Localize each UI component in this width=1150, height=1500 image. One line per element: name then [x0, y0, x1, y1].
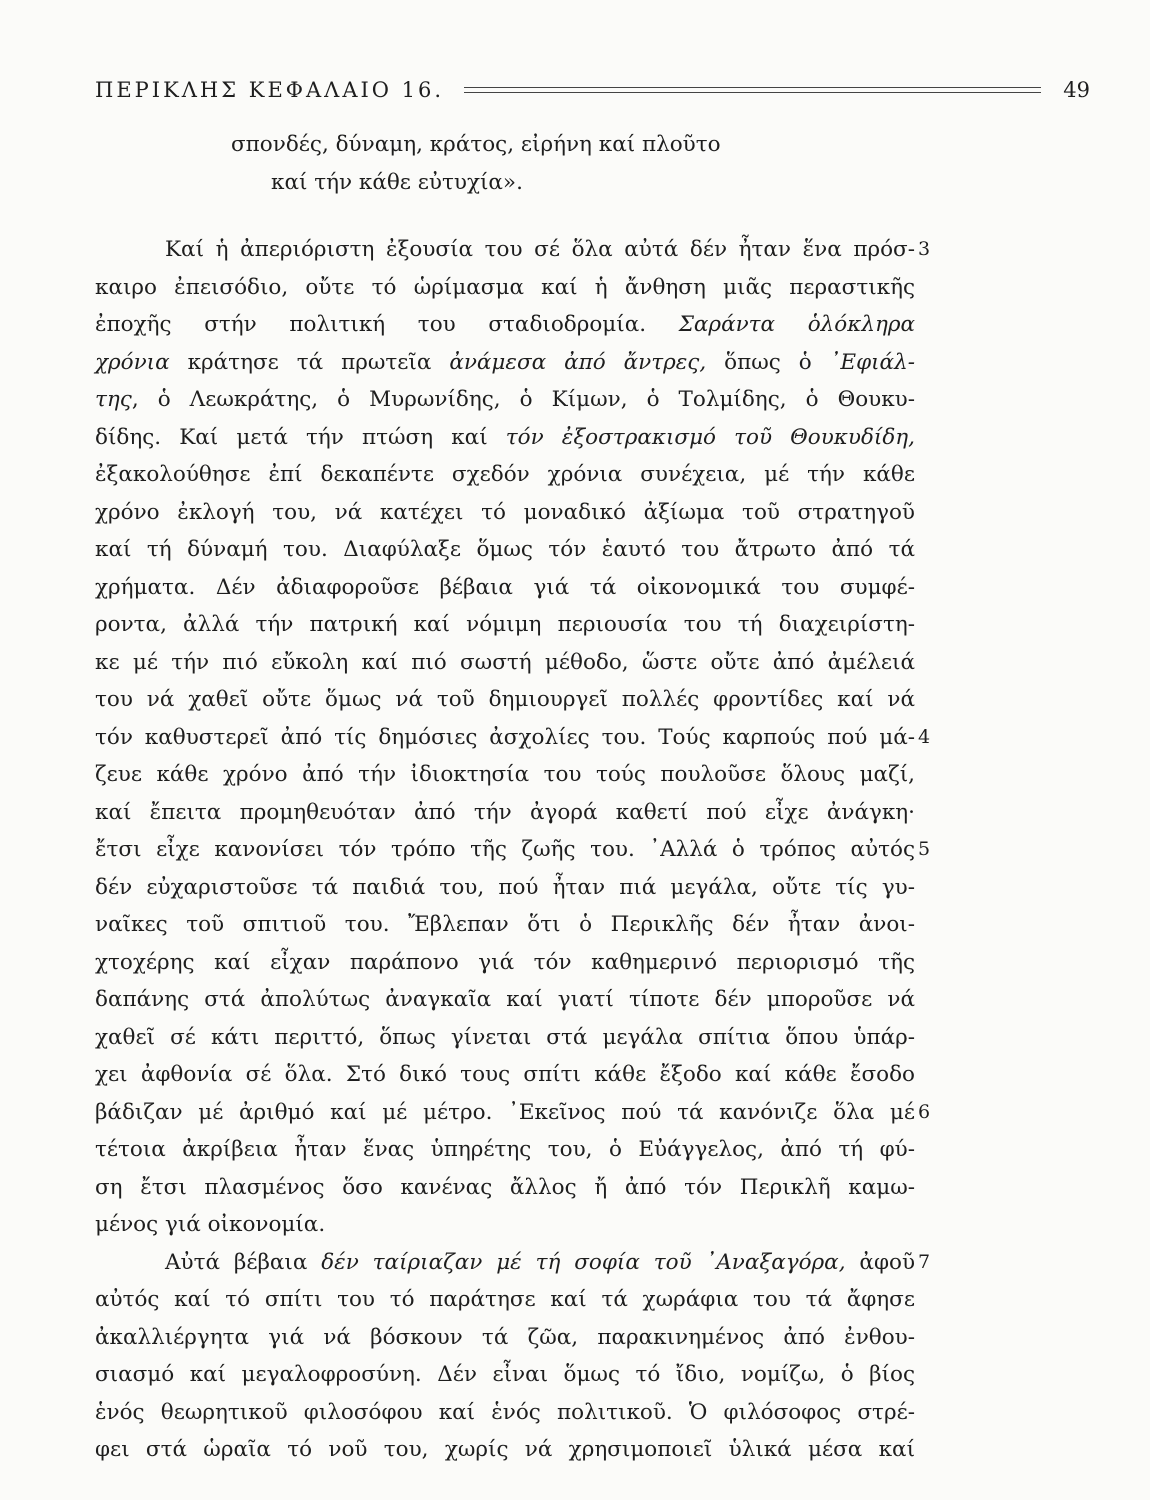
text-run: χρήματα. Δέν ἀδιαφοροῦσε βέβαια γιά τά οἰκονομικά του συμφέ-	[95, 574, 915, 600]
text-run: ἀφοῦ	[845, 1249, 916, 1275]
text-line	[95, 719, 931, 757]
text-line	[95, 981, 915, 1019]
header-rule	[464, 87, 1041, 93]
text-line	[95, 1094, 931, 1132]
text-line	[95, 1131, 915, 1169]
text-run: καί ἔπειτα προμηθευόταν ἀπό τήν ἀγορά καθετί πού εἶχε ἀνάγκη·	[95, 799, 915, 825]
text-line	[95, 644, 915, 682]
text-run: σιασμό καί μεγαλοφροσύνη. Δέν εἶναι ὅμως τό ἴδιο, νομίζω, ὁ βίος	[95, 1362, 915, 1387]
text-run: αὐτός καί τό σπίτι του τό παράτησε καί τά χωράφια του τά ἄφησε	[95, 1287, 915, 1312]
italic-text: Σαράντα ὁλόκληρα	[678, 312, 915, 337]
text-line	[95, 869, 915, 907]
italic-text: ᾿Εφιάλ-	[829, 349, 915, 375]
text-run: τόν καθυστερεῖ ἀπό τίς δημόσιες ἀσχολίες του. Τούς καρπούς πού μά-	[95, 724, 915, 750]
text-run: καιρο ἐπεισόδιο, οὔτε τό ὡρίμασμα καί ἡ ἄνθηση μιᾶς περαστικῆς	[95, 274, 915, 300]
text-run: ἀκαλλιέργητα γιά νά βόσκουν τά ζῶα, παρακινημένος ἀπό ἐνθου-	[95, 1324, 915, 1350]
text-line	[95, 831, 931, 869]
italic-text: ἀνάμεσα ἀπό ἄντρες,	[449, 349, 707, 375]
page-header	[95, 72, 1090, 108]
text-run: χαθεῖ σέ κάτι περιττό, ὅπως γίνεται στά μεγάλα σπίτια ὅπου ὑπάρ-	[95, 1024, 915, 1050]
margin-section-number: 7	[918, 1250, 931, 1273]
text-line	[95, 494, 915, 532]
italic-text: της	[95, 387, 132, 412]
text-run: ζευε κάθε χρόνο ἀπό τήν ἰδιοκτησία του τούς πουλοῦσε ὅλους μαζί,	[95, 762, 915, 787]
text-line	[95, 681, 915, 719]
margin-section-number: 5	[918, 838, 931, 860]
text-line	[95, 1281, 915, 1319]
italic-text: δέν ταίριαζαν μέ τή σοφία τοῦ ᾿Αναξαγόρα,	[321, 1249, 846, 1275]
page-number: 49	[1063, 78, 1090, 102]
text-run: βάδιζαν μέ ἀριθμό καί μέ μέτρο. ᾿Εκεῖνος πού τά κανόνιζε ὅλα μέ	[95, 1099, 915, 1125]
text-run: ἐποχῆς στήν πολιτική του σταδιοδρομία.	[95, 312, 679, 337]
text-run: δαπάνης στά ἀπολύτως ἀναγκαῖα καί γιατί τίποτε δέν μποροῦσε νά	[95, 987, 915, 1012]
text-line	[95, 231, 931, 269]
text-run: δίδης. Καί μετά τήν πτώση καί	[95, 424, 506, 450]
text-line	[95, 1319, 915, 1357]
text-line	[95, 1169, 915, 1207]
text-line	[95, 1206, 915, 1244]
text-line	[95, 381, 915, 419]
text-run: ναῖκες τοῦ σπιτιοῦ του. Ἔβλεπαν ὅτι ὁ Περικλῆς δέν ἦταν ἀνοι-	[95, 912, 915, 937]
margin-section-number: 4	[918, 725, 931, 748]
text-run: κράτησε τά πρωτεῖα	[169, 349, 450, 375]
text-run: τέτοια ἀκρίβεια ἦταν ἕνας ὑπηρέτης του, ὁ Εὐάγγελος, ἀπό τή φύ-	[95, 1137, 915, 1162]
text-run: χτοχέρης καί εἶχαν παράπονο γιά τόν καθημερινό περιορισμό τῆς	[95, 949, 915, 975]
text-line	[95, 306, 915, 344]
text-run: κε μέ τήν πιό εὔκολη καί πιό σωστή μέθοδο, ὥστε οὔτε ἀπό ἀμέλειά	[95, 649, 915, 675]
text-line	[95, 456, 915, 494]
margin-section-number: 3	[918, 238, 931, 260]
text-line	[95, 756, 915, 794]
text-line	[95, 1431, 915, 1469]
text-run: , ὁ Λεωκράτης, ὁ Μυρωνίδης, ὁ Κίμων, ὁ Τολμίδης, ὁ Θουκυ-	[131, 387, 915, 412]
text-line	[95, 606, 915, 644]
text-run: χρόνο ἐκλογή του, νά κατέχει τό μοναδικό ἀξίωμα τοῦ στρατηγοῦ	[95, 499, 915, 525]
text-run: Καί ἡ ἀπεριόριστη ἐξουσία του σέ ὅλα αὐτά δέν ἦταν ἕνα πρόσ-	[165, 237, 915, 262]
text-run: ἐξακολούθησε ἐπί δεκαπέντε σχεδόν χρόνια συνέχεια, μέ τήν κάθε	[95, 462, 915, 487]
text-run: Αὐτά βέβαια	[165, 1249, 322, 1275]
text-line	[95, 944, 915, 982]
text-line	[95, 1056, 915, 1094]
text-run: ροντα, ἀλλά τήν πατρική καί νόμιμη περιουσία του τή διαχειρίστη-	[95, 612, 915, 637]
text-line	[95, 794, 915, 832]
italic-text: χρόνια	[95, 349, 170, 375]
text-line	[95, 569, 915, 607]
paragraph-gap	[95, 201, 915, 231]
text-run: ἔτσι εἶχε κανονίσει τόν τρόπο τῆς ζωῆς του. ᾿Αλλά ὁ τρόπος αὐτός	[95, 837, 915, 862]
italic-text: τόν ἐξοστρακισμό τοῦ Θουκυδίδη,	[505, 424, 915, 450]
text-run: ὅπως ὁ	[706, 349, 830, 375]
verse-line: καί τήν κάθε εὐτυχία».	[271, 169, 523, 195]
text-line	[95, 906, 915, 944]
text-line	[95, 1356, 915, 1394]
text-run: καί τή δύναμή του. Διαφύλαξε ὅμως τόν ἑαυτό του ἄτρωτο ἀπό τά	[95, 537, 915, 562]
text-run: του νά χαθεῖ οὔτε ὅμως νά τοῦ δημιουργεῖ πολλές φροντίδες καί νά	[95, 687, 915, 712]
text-run: φει στά ὡραῖα τό νοῦ του, χωρίς νά χρησιμοποιεῖ ὑλικά μέσα καί	[95, 1437, 915, 1462]
running-title: ΠΕΡΙΚΛΗΣ ΚΕΦΑΛΑΙΟ 16.	[95, 78, 445, 102]
text-run: χει ἀφθονία σέ ὅλα. Στό δικό τους σπίτι κάθε ἔξοδο καί κάθε ἔσοδο	[95, 1062, 915, 1087]
text-run: ση ἔτσι πλασμένος ὅσο κανένας ἄλλος ἤ ἀπό τόν Περικλῆ καμω-	[95, 1174, 915, 1200]
text-line	[95, 1244, 931, 1282]
text-run: δέν εὐχαριστοῦσε τά παιδιά του, πού ἦταν πιά μεγάλα, οὔτε τίς γυ-	[95, 874, 915, 900]
text-line	[95, 1019, 915, 1057]
text-line	[95, 269, 915, 307]
text-line	[95, 1394, 915, 1432]
text-line	[95, 419, 915, 457]
body-text	[95, 126, 931, 1469]
verse-line: σπονδές, δύναμη, κράτος, εἰρήνη καί πλοῦτο	[231, 132, 721, 157]
text-line	[95, 531, 915, 569]
text-run: μένος γιά οἰκονομία.	[95, 1212, 326, 1237]
text-line	[95, 344, 915, 382]
text-run: ἑνός θεωρητικοῦ φιλοσόφου καί ἑνός πολιτικοῦ. Ὁ φιλόσοφος στρέ-	[95, 1399, 915, 1425]
margin-section-number: 6	[918, 1100, 931, 1123]
